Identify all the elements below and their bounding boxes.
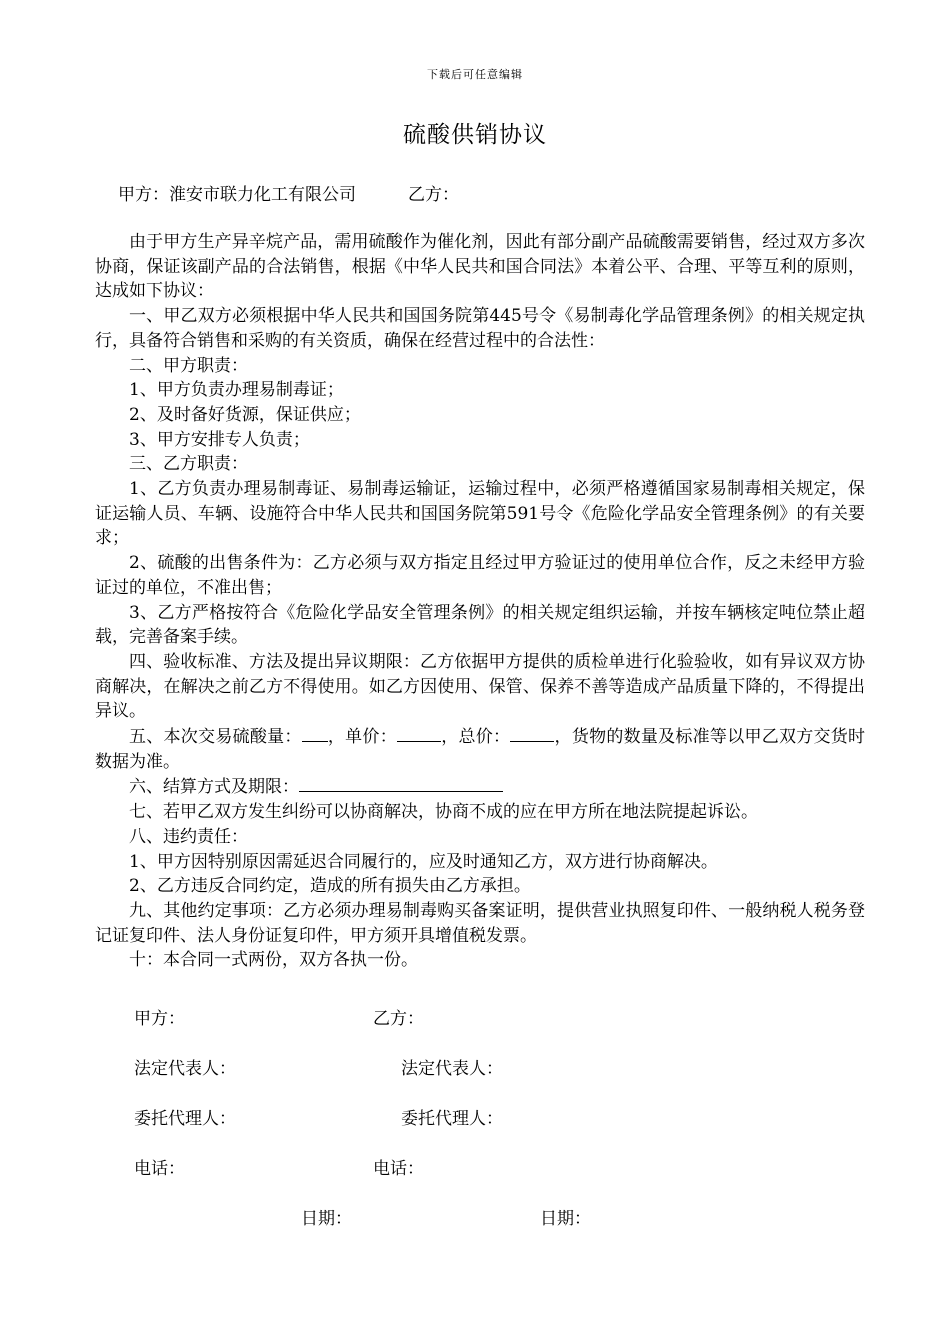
total-price-blank bbox=[510, 724, 554, 742]
document-title: 硫酸供销协议 bbox=[403, 122, 547, 148]
party-b: 乙方： bbox=[408, 185, 459, 205]
clause-5 bbox=[95, 724, 865, 774]
sig-a-legal-rep: 法定代表人： bbox=[134, 1059, 236, 1079]
quantity-blank bbox=[302, 724, 328, 742]
clause-8-item-1: 1、甲方因特别原因需延迟合同履行的，应及时通知乙方，双方进行协商解决。 bbox=[129, 851, 718, 872]
clause-4: 四、验收标准、方法及提出异议期限：乙方依据甲方提供的质检单进行化验验收，如有异议双方协商解决，在解决之前乙方不得使用。如乙方因使用、保管、保养不善等造成产品质量下降的，不得提出异议。 bbox=[95, 651, 865, 722]
clause-3-item-2: 2、硫酸的出售条件为：乙方必须与双方指定且经过甲方验证过的使用单位合作，反之未经甲方验证过的单位，不准出售； bbox=[95, 553, 865, 598]
clause-7: 七、若甲乙双方发生纠纷可以协商解决，协商不成的应在甲方所在地法院提起诉讼。 bbox=[129, 802, 758, 823]
sig-a-agent: 委托代理人： bbox=[134, 1109, 236, 1129]
clause-10: 十：本合同一式两份，双方各执一份。 bbox=[129, 950, 418, 971]
sig-b-phone: 电话： bbox=[373, 1159, 424, 1179]
clause-9: 九、其他约定事项：乙方必须办理易制毒购买备案证明，提供营业执照复印件、一般纳税人税务登记证复印件、法人身份证复印件，甲方须开具增值税发票。 bbox=[95, 900, 865, 946]
sig-b-agent: 委托代理人： bbox=[401, 1109, 503, 1129]
clause-5-tail: ，货物的数量及标准等以甲乙双方交货时数据为准。 bbox=[95, 727, 866, 772]
sig-a-party: 甲方： bbox=[134, 1009, 185, 1029]
clause-2-item-1: 1、甲方负责办理易制毒证； bbox=[129, 380, 344, 401]
clause-8-item-2: 2、乙方违反合同约定，造成的所有损失由乙方承担。 bbox=[129, 876, 531, 897]
clause-5-price-label: ，单价： bbox=[327, 727, 397, 748]
header-note: 下载后可任意编辑 bbox=[427, 68, 523, 81]
clause-5-total-label: ，总价： bbox=[440, 727, 511, 748]
sig-a-phone: 电话： bbox=[134, 1159, 185, 1179]
party-line bbox=[118, 180, 459, 205]
unit-price-blank bbox=[397, 724, 441, 742]
clause-2-item-2: 2、及时备好货源，保证供应； bbox=[129, 404, 361, 425]
clause-1: 一、甲乙双方必须根据中华人民共和国国务院第445号令《易制毒化学品管理条例》的相关规定执行，具备符合销售和采购的有关资质，确保在经营过程中的合法性： bbox=[95, 306, 865, 351]
party-a: 甲方：淮安市联力化工有限公司 bbox=[118, 185, 356, 205]
clause-6 bbox=[95, 774, 865, 800]
sig-b-date: 日期： bbox=[540, 1209, 591, 1229]
clause-3-heading: 三、乙方职责： bbox=[129, 454, 248, 475]
clause-2-item-3: 3、甲方安排专人负责； bbox=[129, 429, 310, 450]
clause-3-item-3: 3、乙方严格按符合《危险化学品安全管理条例》的相关规定组织运输，并按车辆核定吨位禁止超载，完善备案手续。 bbox=[95, 602, 865, 648]
clause-3-item-1: 1、乙方负责办理易制毒证、易制毒运输证，运输过程中，必须严格遵循国家易制毒相关规定，保证运输人员、车辆、设施符合中华人民共和国国务院第591号令《危险化学品安全管理条例》的有关要求； bbox=[95, 479, 865, 549]
clause-2-heading: 二、甲方职责： bbox=[129, 355, 248, 376]
sig-b-party: 乙方： bbox=[373, 1009, 424, 1029]
sig-b-legal-rep: 法定代表人： bbox=[401, 1059, 503, 1079]
intro-paragraph: 由于甲方生产异辛烷产品，需用硫酸作为催化剂，因此有部分副产品硫酸需要销售，经过双方多次协商，保证该副产品的合法销售，根据《中华人民共和国合同法》本着公平、合理、平等互利的原则，达成如下协议： bbox=[95, 232, 865, 302]
sig-a-date: 日期： bbox=[301, 1209, 352, 1229]
settlement-blank bbox=[299, 774, 503, 792]
clause-5-quantity-label: 五、本次交易硫酸量： bbox=[129, 727, 302, 748]
agreement-body bbox=[95, 230, 865, 973]
clause-8-heading: 八、违约责任： bbox=[129, 826, 248, 847]
clause-6-label: 六、结算方式及期限： bbox=[129, 777, 299, 798]
